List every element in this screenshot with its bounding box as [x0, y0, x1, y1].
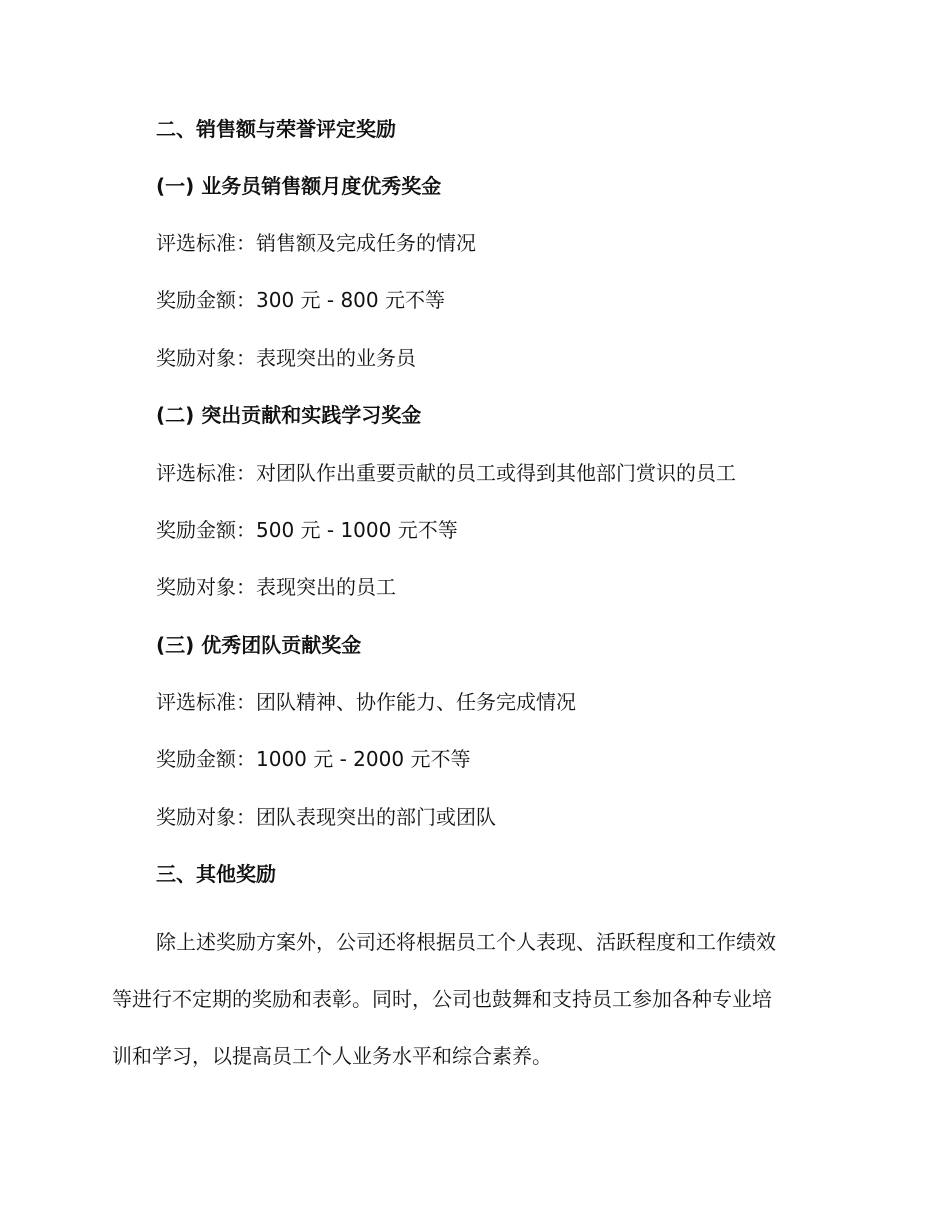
subsection-heading-2: (二) 突出贡献和实践学习奖金 [156, 403, 422, 427]
criteria-line-1: 评选标准：销售额及完成任务的情况 [156, 231, 476, 255]
paragraph-line: 训和学习，以提高员工个人业务水平和综合素养。 [112, 1044, 552, 1068]
subsection-heading-1: (一) 业务员销售额月度优秀奖金 [156, 174, 442, 198]
amount-line-3: 奖励金额：1000 元 - 2000 元不等 [156, 747, 471, 771]
subsection-heading-3: (三) 优秀团队贡献奖金 [156, 633, 362, 657]
section-heading-sales-honor: 二、销售额与荣誉评定奖励 [156, 117, 396, 141]
amount-line-1: 奖励金额：300 元 - 800 元不等 [156, 288, 445, 312]
target-line-3: 奖励对象：团队表现突出的部门或团队 [156, 805, 496, 829]
target-line-2: 奖励对象：表现突出的员工 [156, 575, 396, 599]
criteria-line-3: 评选标准：团队精神、协作能力、任务完成情况 [156, 690, 576, 714]
target-line-1: 奖励对象：表现突出的业务员 [156, 346, 416, 370]
other-rewards-paragraph [112, 914, 832, 1085]
criteria-line-2: 评选标准：对团队作出重要贡献的员工或得到其他部门赏识的员工 [156, 461, 736, 485]
paragraph-line: 除上述奖励方案外，公司还将根据员工个人表现、活跃程度和工作绩效 [156, 930, 776, 954]
paragraph-line: 等进行不定期的奖励和表彰。同时，公司也鼓舞和支持员工参加各种专业培 [112, 987, 772, 1011]
amount-line-2: 奖励金额：500 元 - 1000 元不等 [156, 518, 458, 542]
section-heading-other-rewards: 三、其他奖励 [156, 862, 276, 886]
